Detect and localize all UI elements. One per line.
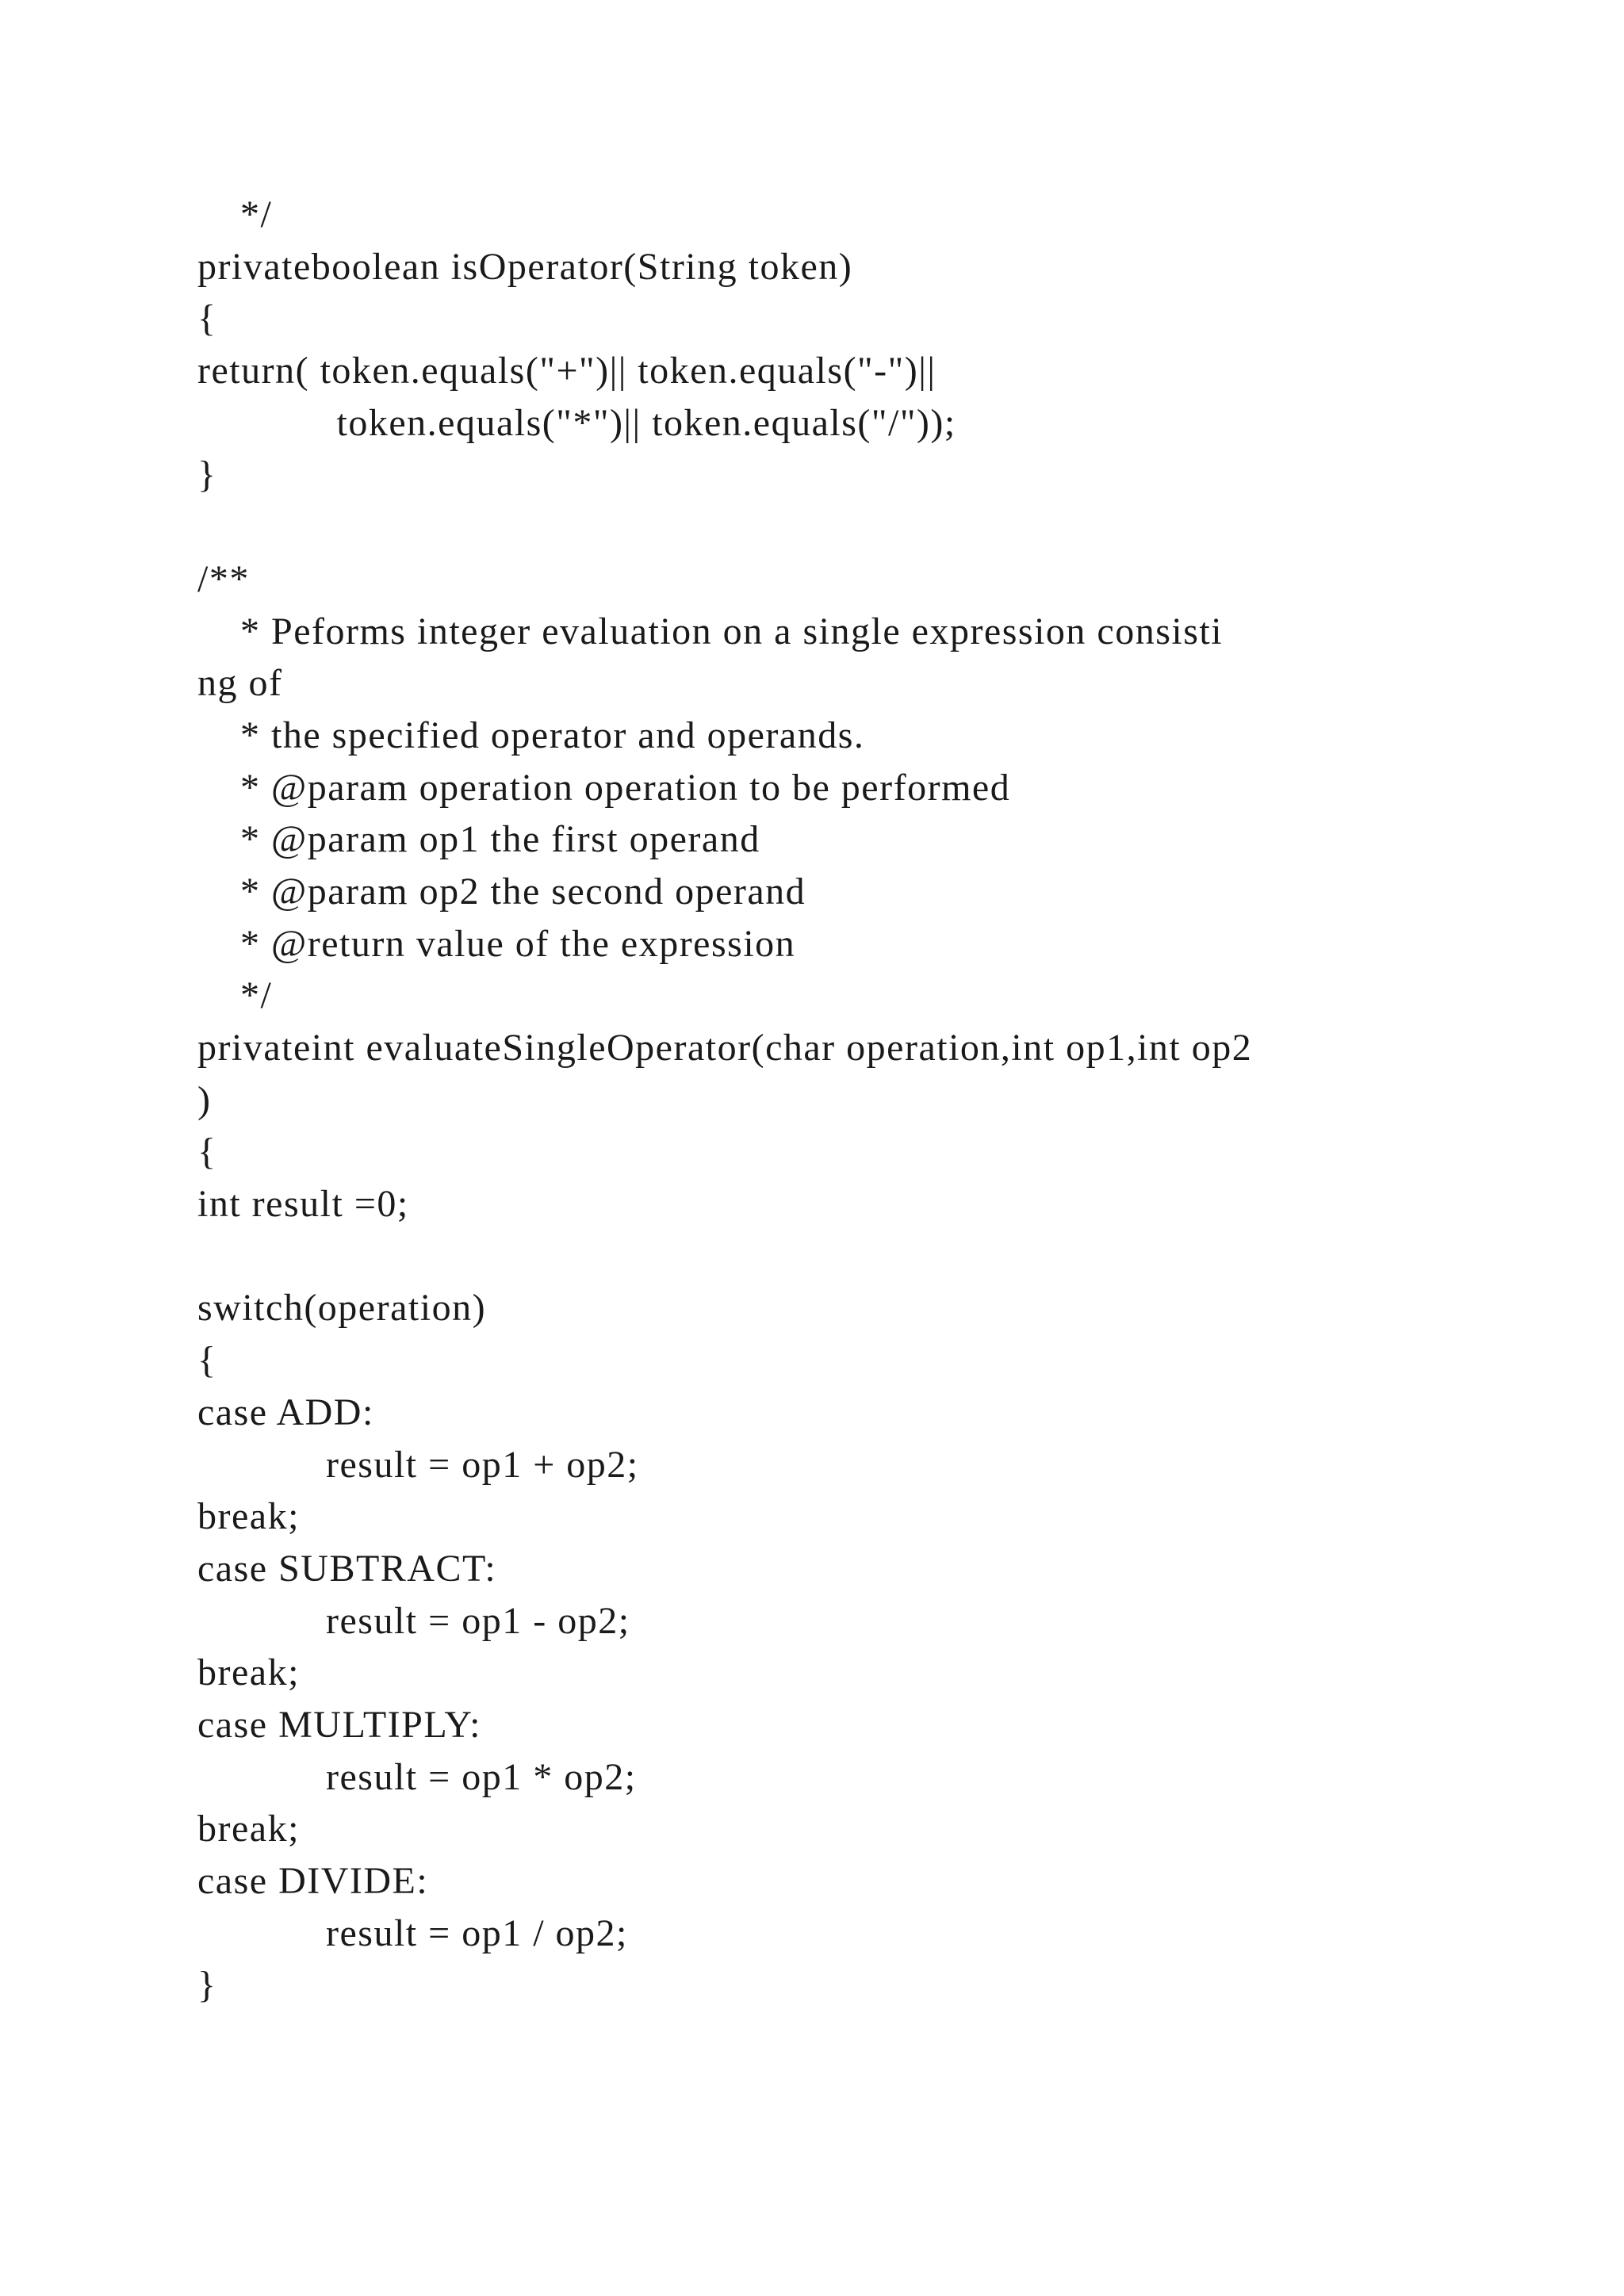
code-line: * Peforms integer evaluation on a single expression consisti xyxy=(197,610,1224,652)
code-line: result = op1 / op2; xyxy=(197,1911,628,1954)
code-line: case SUBTRACT: xyxy=(197,1547,497,1590)
code-block xyxy=(197,189,1545,2011)
code-line: case DIVIDE: xyxy=(197,1860,429,1902)
code-line: */ xyxy=(197,193,273,235)
code-line: privateint evaluateSingleOperator(char operation,int op1,int op2 xyxy=(197,1027,1253,1069)
code-line: { xyxy=(197,1339,217,1382)
code-line xyxy=(197,501,1545,553)
code-line: switch(operation) xyxy=(197,1287,487,1330)
code-line: * @param op2 the second operand xyxy=(197,870,806,913)
code-line: { xyxy=(197,1131,217,1173)
code-line: { xyxy=(197,297,217,340)
code-line xyxy=(197,1230,1545,1283)
code-line: ) xyxy=(197,1078,212,1121)
code-line: * @return value of the expression xyxy=(197,922,796,965)
code-line: case ADD: xyxy=(197,1391,374,1433)
code-line: * the specified operator and operands. xyxy=(197,714,865,756)
code-line: token.equals("*")|| token.equals("/")); xyxy=(197,401,956,444)
code-line: return( token.equals("+")|| token.equals("-")|| xyxy=(197,350,936,392)
code-line: result = op1 - op2; xyxy=(197,1599,630,1642)
code-line: */ xyxy=(197,974,273,1017)
code-line: result = op1 * op2; xyxy=(197,1755,637,1798)
code-line: * @param op1 the first operand xyxy=(197,818,760,861)
code-line: ng of xyxy=(197,662,283,705)
code-line: * @param operation operation to be performed xyxy=(197,766,1011,809)
code-line: int result =0; xyxy=(197,1183,409,1226)
code-line: } xyxy=(197,1964,217,2007)
code-line: privateboolean isOperator(String token) xyxy=(197,245,853,288)
code-line: /** xyxy=(197,557,250,600)
code-line: break; xyxy=(197,1808,300,1850)
code-line: result = op1 + op2; xyxy=(197,1443,639,1486)
code-line: break; xyxy=(197,1651,300,1694)
code-line: case MULTIPLY: xyxy=(197,1703,481,1746)
code-line: break; xyxy=(197,1495,300,1538)
code-line: } xyxy=(197,453,217,496)
